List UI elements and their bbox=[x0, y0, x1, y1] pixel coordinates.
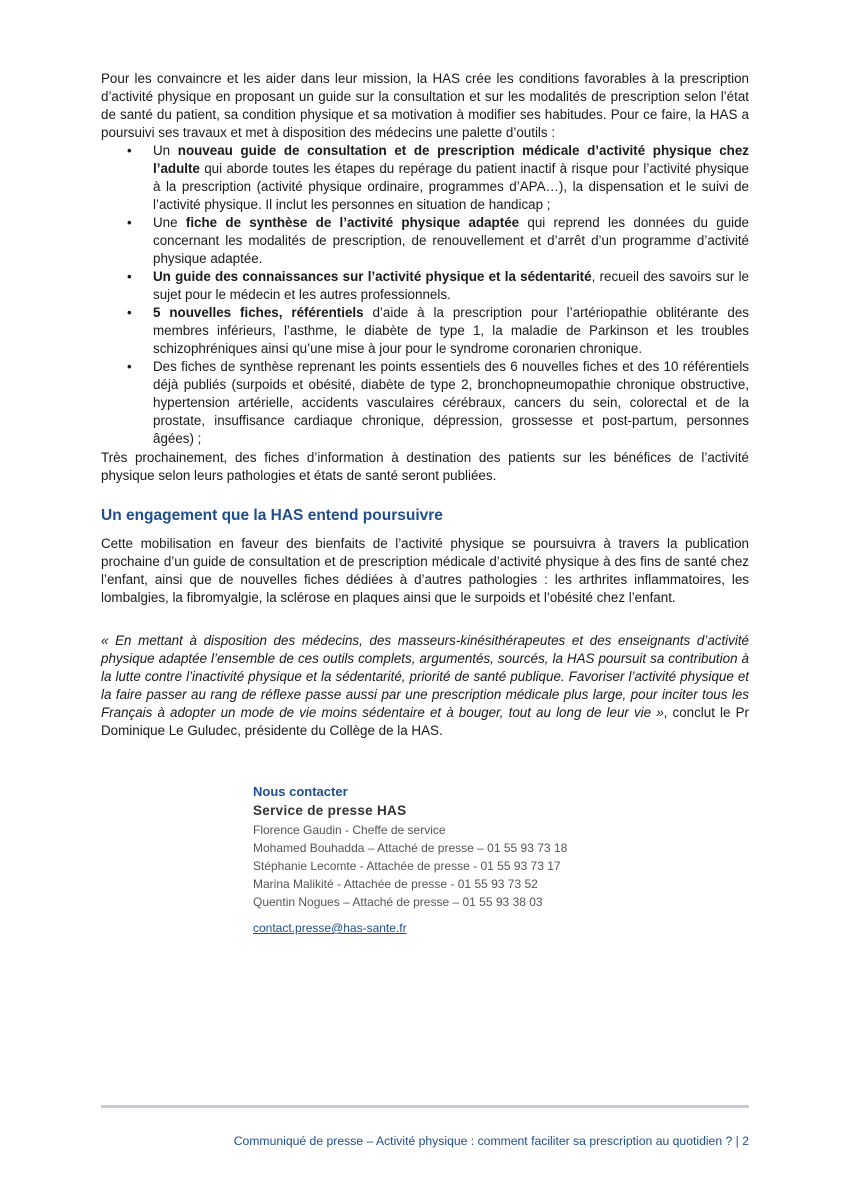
contact-block bbox=[253, 783, 673, 937]
announcement-paragraph: Très prochainement, des fiches d’information à destination des patients sur les bénéfices de l’activité physique selon leurs pathologies et états de santé seront publiées. bbox=[101, 450, 749, 483]
contact-email-link[interactable]: contact.presse@has-sante.fr bbox=[253, 921, 407, 935]
section-heading: Un engagement que la HAS entend poursuivre bbox=[101, 507, 443, 524]
bullet-icon: • bbox=[127, 305, 132, 320]
quote-block bbox=[101, 632, 749, 740]
list-item: • 5 nouvelles fiches, référentiels d’aide à la prescription pour l’artériopathie oblitérante des membres inférieurs, l’asthme, le diabète de type 1, la maladie de Parkinson et les troubles schizophréniques ainsi qu’une mise à jour pour le syndrome coronarien chronique. bbox=[127, 305, 750, 356]
contact-line: Marina Malikité - Attachée de presse - 01 55 93 73 52 bbox=[253, 877, 538, 891]
quote-attribution: , conclut le Pr Dominique Le Guludec, présidente du Collège de la HAS. bbox=[101, 705, 749, 738]
list-item: • Un guide des connaissances sur l’activité physique et la sédentarité, recueil des savoirs sur le sujet pour le médecin et les autres professionnels. bbox=[127, 269, 749, 302]
section-body bbox=[101, 535, 749, 607]
contact-line: Mohamed Bouhadda – Attaché de presse – 01 55 93 73 18 bbox=[253, 841, 568, 855]
section-paragraph: Cette mobilisation en faveur des bienfaits de l’activité physique se poursuivra à travers la publication prochaine d’un guide de consultation et de prescription médicale d’activité physique à des fins de santé chez l’enfant, ainsi que de nouvelles fiches dédiées à d’autres pathologies : les arthrites inflammatoires, les lombalgies, la fibromyalgie, la sclérose en plaques ainsi que le surpoids et l’obésité chez l’enfant. bbox=[101, 536, 749, 605]
bullet-icon: • bbox=[127, 269, 132, 284]
quote-paragraph bbox=[101, 632, 749, 740]
page-footer: Communiqué de presse – Activité physique : comment faciliter sa prescription au quotidien ? | 2 bbox=[233, 1134, 749, 1148]
contact-line: Stéphanie Lecomte - Attachée de presse - 01 55 93 73 17 bbox=[253, 859, 561, 873]
list-item: • Des fiches de synthèse reprenant les points essentiels des 6 nouvelles fiches et des 10 référentiels déjà publiés (surpoids et obésité, diabète de type 2, bronchopneumopathie chronique obstructive, hypertension artérielle, accidents vasculaires cérébraux, cancers du sein, colorectal et de la prostate, insuffisance cardiaque chronique, dépression, grossesse et post-partum, personnes âgées) ; bbox=[127, 359, 749, 446]
bullet-icon: • bbox=[127, 359, 132, 374]
tools-list bbox=[101, 142, 749, 448]
contact-line: Florence Gaudin - Cheffe de service bbox=[253, 823, 446, 837]
quote-text: « En mettant à disposition des médecins, des masseurs-kinésithérapeutes et des enseignants d’activité physique adaptée l’ensemble de ces outils complets, argumentés, sourcés, la HAS poursuit sa contribution à la lutte contre l’inactivité physique et la sédentarité, priorité de santé publique. Favoriser l’activité physique et la faire passer au rang de réflexe passe aussi par une prescription médicale plus large, pour inciter tous les Français à adopter un mode de vie moins sédentaire et à bouger, tout au long de leur vie » bbox=[101, 633, 749, 720]
main-content bbox=[101, 70, 749, 485]
bullet-icon: • bbox=[127, 215, 132, 230]
footer-divider bbox=[101, 1105, 749, 1108]
list-item: • Un nouveau guide de consultation et de prescription médicale d’activité physique chez l’adulte qui aborde toutes les étapes du repérage du patient inactif à risque pour l’activité physique à la prescription (activité physique ordinaire, programmes d’APA…), la dispensation et le suivi de l’activité physique. Il inclut les personnes en situation de handicap ; bbox=[127, 143, 749, 212]
contact-line: Quentin Nogues – Attaché de presse – 01 55 93 38 03 bbox=[253, 895, 543, 909]
contact-title: Nous contacter bbox=[253, 784, 348, 799]
list-item: • Une fiche de synthèse de l’activité physique adaptée qui reprend les données du guide concernant les modalités de prescription, de renouvellement et d’arrêt d’un programme d’activité physique adaptée. bbox=[127, 215, 749, 266]
contact-subtitle: Service de presse HAS bbox=[253, 803, 407, 818]
bullet-icon: • bbox=[127, 143, 132, 158]
intro-paragraph: Pour les convaincre et les aider dans leur mission, la HAS crée les conditions favorables à la prescription d’activité physique en proposant un guide sur la consultation et sur les modalités de prescription selon l’état de santé du patient, sa condition physique et sa motivation à modifier ses habitudes. Pour ce faire, la HAS a poursuivi ses travaux et met à disposition des médecins une palette d’outils : bbox=[101, 71, 749, 140]
